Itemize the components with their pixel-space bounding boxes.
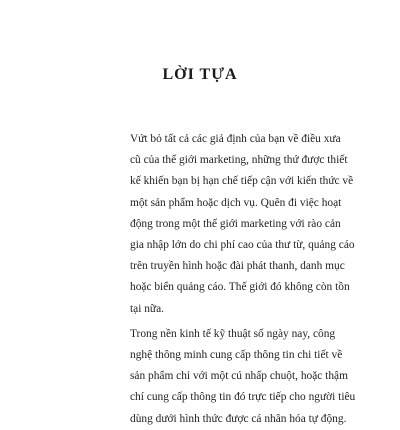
text-line: hoặc biển quảng cáo. Thế giới đó không còn tồn bbox=[130, 281, 350, 294]
text-line: kế khiến bạn bị hạn chế tiếp cận với kiến thức về bbox=[130, 175, 354, 188]
text-line: trên truyền hình hoặc đài phát thanh, danh mục bbox=[130, 260, 345, 273]
paragraph-1 bbox=[111, 129, 355, 320]
text-line: một sản phẩm hoặc dịch vụ. Quên đi việc hoạt bbox=[130, 196, 342, 209]
text-line: Trong nền kinh tế kỹ thuật số ngày nay, công bbox=[130, 327, 336, 340]
preface-body bbox=[111, 129, 356, 430]
text-line: Vứt bỏ tất cả các giả định của bạn về điều xưa bbox=[130, 133, 341, 145]
text-line: dùng dưới hình thức được cá nhân hóa tự động. bbox=[130, 412, 347, 425]
page-title: LỜI TỰA bbox=[162, 66, 238, 83]
text-line: cũ của thế giới marketing, những thứ được thiết bbox=[130, 154, 348, 167]
text-line: sản phẩm chỉ với một cú nhấp chuột, hoặc thậm bbox=[130, 370, 348, 383]
text-line: tại nữa. bbox=[130, 302, 165, 315]
paragraph-2 bbox=[111, 324, 356, 430]
text-line: gia nhập lớn do chi phí cao của thư từ, quảng cáo bbox=[130, 239, 355, 252]
text-line: nghệ thông minh cung cấp thông tin chi tiết về bbox=[130, 349, 343, 362]
text-line: động trong một thế giới marketing với rào cản bbox=[130, 217, 341, 230]
text-line: chí cung cấp thông tin đó trực tiếp cho người tiêu bbox=[130, 391, 356, 404]
